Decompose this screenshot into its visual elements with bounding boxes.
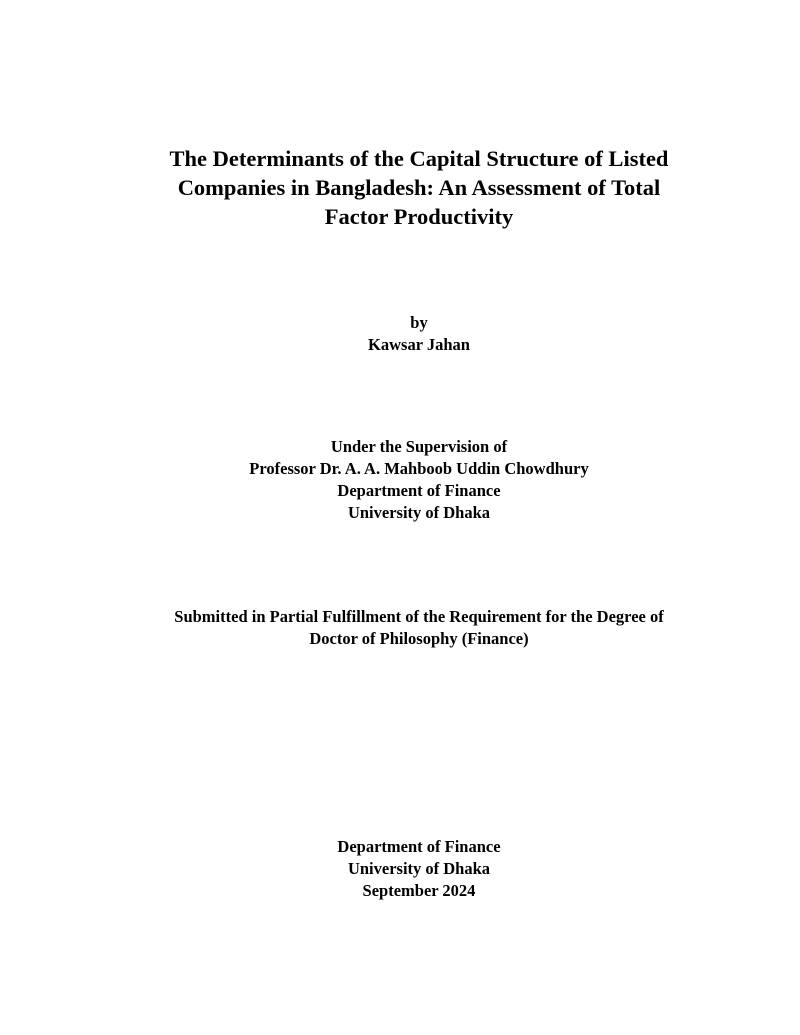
author-block xyxy=(0,312,800,356)
thesis-title xyxy=(0,144,800,231)
title-line-2: Companies in Bangladesh: An Assessment of Total xyxy=(177,175,661,200)
by-label: by xyxy=(410,313,428,332)
submission-line-1: Submitted in Partial Fulfillment of the Requirement for the Degree of xyxy=(174,607,664,626)
title-line-3: Factor Productivity xyxy=(324,204,514,229)
supervision-heading: Under the Supervision of xyxy=(330,437,508,456)
submission-line-2: Doctor of Philosophy (Finance) xyxy=(309,629,529,648)
institution-footer xyxy=(0,836,800,902)
supervision-block xyxy=(0,436,800,524)
supervisor-university: University of Dhaka xyxy=(347,503,491,522)
author-name: Kawsar Jahan xyxy=(368,335,470,354)
supervisor-name: Professor Dr. A. A. Mahboob Uddin Chowdhury xyxy=(249,459,589,478)
footer-department: Department of Finance xyxy=(337,837,501,856)
footer-date: September 2024 xyxy=(362,881,476,900)
supervisor-department: Department of Finance xyxy=(337,481,501,500)
footer-university: University of Dhaka xyxy=(347,859,491,878)
submission-statement xyxy=(0,606,800,650)
title-line-1: The Determinants of the Capital Structure of Listed xyxy=(169,146,669,171)
